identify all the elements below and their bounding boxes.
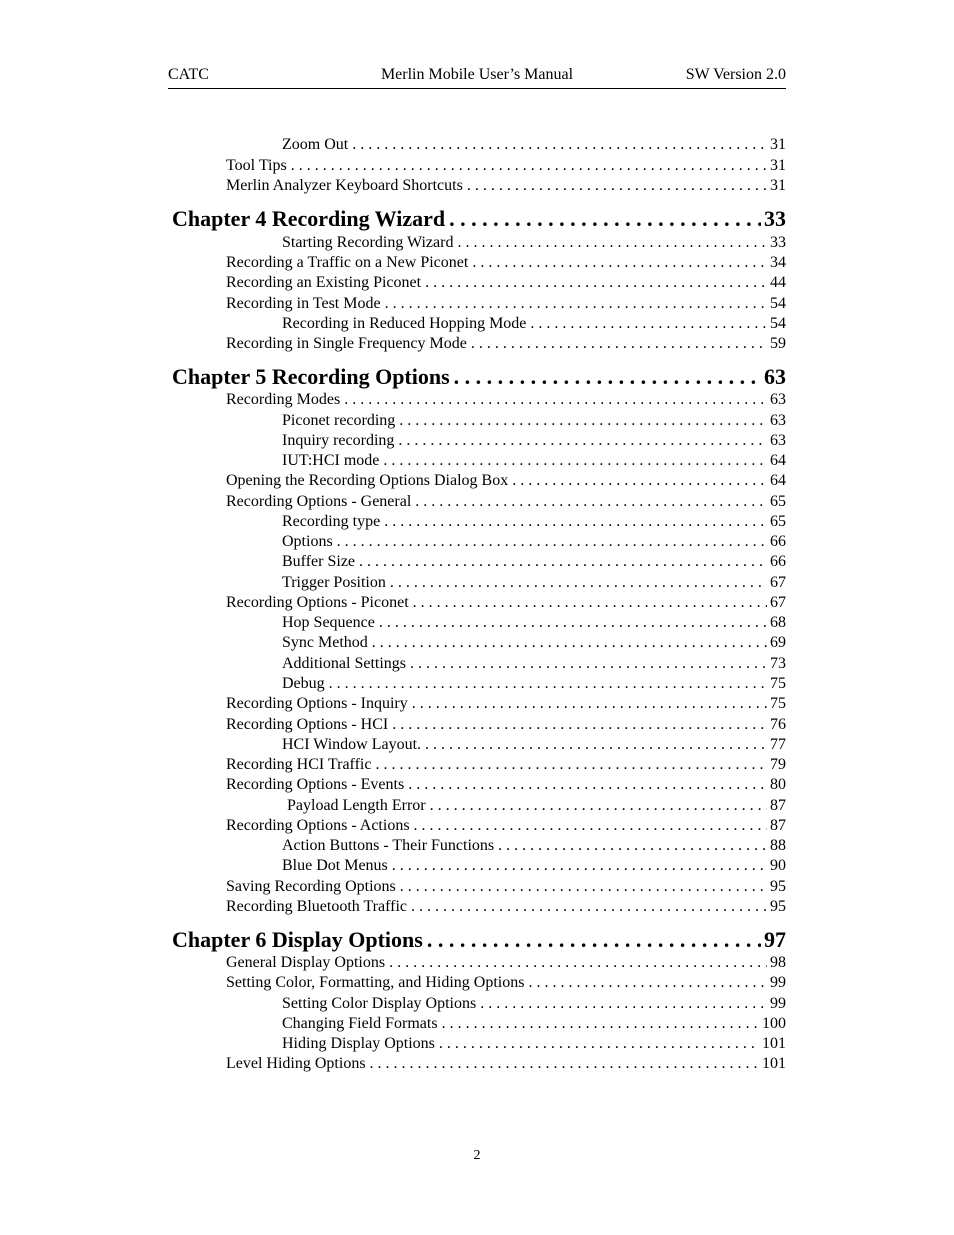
toc-entry[interactable] <box>282 614 786 632</box>
toc-dot-leader <box>398 432 767 450</box>
toc-entry[interactable] <box>282 995 786 1013</box>
toc-entry[interactable] <box>282 857 786 875</box>
toc-dot-leader <box>344 391 767 409</box>
toc-entry-page: 34 <box>770 254 786 271</box>
toc-dot-leader <box>530 315 767 333</box>
toc-entry-title: Payload Length Error <box>287 797 426 814</box>
toc-entry-page: 31 <box>770 177 786 194</box>
header-version: SW Version 2.0 <box>685 66 786 83</box>
toc-entry-title: Recording in Test Mode <box>226 295 381 312</box>
toc-entry[interactable] <box>282 675 786 693</box>
toc-dot-leader <box>410 655 767 673</box>
toc-entry[interactable] <box>282 634 786 652</box>
toc-entry[interactable] <box>226 177 786 195</box>
toc-entry-title: Blue Dot Menus <box>282 857 388 874</box>
toc-entry-page: 99 <box>770 995 786 1012</box>
toc-dot-leader <box>411 898 767 916</box>
toc-entry[interactable] <box>226 1055 786 1073</box>
toc-dot-leader <box>383 452 767 470</box>
toc-entry-page: 87 <box>770 797 786 814</box>
toc-entry-title: Recording Options - HCI <box>226 716 389 733</box>
toc-entry[interactable] <box>226 274 786 292</box>
toc-entry-title: Hop Sequence <box>282 614 375 631</box>
toc-entry[interactable] <box>282 1015 786 1033</box>
toc-dot-leader <box>467 177 767 195</box>
toc-entry-page: 63 <box>770 391 786 408</box>
toc-dot-leader <box>370 1055 759 1073</box>
toc-entry-page: 97 <box>764 927 786 952</box>
header-manual-title: Merlin Mobile User’s Manual <box>380 66 574 83</box>
toc-entry-page: 77 <box>770 736 786 753</box>
toc-entry-title: Buffer Size <box>282 553 356 570</box>
toc-entry[interactable] <box>226 817 786 835</box>
toc-dot-leader <box>389 954 767 972</box>
toc-entry-title: Additional Settings <box>282 655 406 672</box>
toc-entry-page: 76 <box>770 716 786 733</box>
toc-entry-page: 31 <box>770 157 786 174</box>
toc-entry-title: Recording Options - Piconet <box>226 594 409 611</box>
toc-entry-page: 54 <box>770 295 786 312</box>
toc-dot-leader <box>528 974 767 992</box>
toc-entry[interactable] <box>282 533 786 551</box>
toc-entry[interactable] <box>226 954 786 972</box>
toc-chapter-entry[interactable] <box>172 927 786 953</box>
toc-entry-page: 98 <box>770 954 786 971</box>
toc-dot-leader <box>472 254 767 272</box>
toc-entry-title: Setting Color Display Options <box>282 995 477 1012</box>
toc-chapter-entry[interactable] <box>172 364 786 390</box>
toc-entry-title: Level Hiding Options <box>226 1055 366 1072</box>
toc-entry[interactable] <box>282 412 786 430</box>
toc-entry[interactable] <box>226 391 786 409</box>
toc-dot-leader <box>454 364 761 390</box>
toc-entry-title: Recording in Single Frequency Mode <box>226 335 467 352</box>
toc-entry[interactable] <box>282 837 786 855</box>
toc-entry-page: 75 <box>770 675 786 692</box>
toc-dot-leader <box>449 206 761 232</box>
toc-entry-title: Recording HCI Traffic <box>226 756 372 773</box>
toc-dot-leader <box>399 412 767 430</box>
toc-entry-page: 87 <box>770 817 786 834</box>
toc-entry[interactable] <box>226 716 786 734</box>
toc-entry[interactable] <box>226 295 786 313</box>
toc-entry-page: 99 <box>770 974 786 991</box>
toc-dot-leader <box>359 553 767 571</box>
toc-dot-leader <box>291 157 767 175</box>
toc-entry-title: Chapter 4 Recording Wizard <box>172 206 446 231</box>
toc-entry[interactable] <box>282 736 786 754</box>
toc-dot-leader <box>425 736 767 754</box>
toc-entry-page: 101 <box>762 1035 786 1052</box>
toc-dot-leader <box>430 797 767 815</box>
toc-entry[interactable] <box>226 157 786 175</box>
toc-entry-page: 65 <box>770 493 786 510</box>
toc-entry-title: Inquiry recording <box>282 432 395 449</box>
toc-dot-leader <box>471 335 767 353</box>
toc-entry-title: Recording Options - Inquiry <box>226 695 408 712</box>
toc-entry-title: Merlin Analyzer Keyboard Shortcuts <box>226 177 463 194</box>
toc-entry-page: 79 <box>770 756 786 773</box>
toc-entry-title: Opening the Recording Options Dialog Box <box>226 472 509 489</box>
toc-entry[interactable] <box>287 797 786 815</box>
toc-dot-leader <box>392 857 767 875</box>
toc-dot-leader <box>414 817 767 835</box>
toc-entry-page: 63 <box>770 432 786 449</box>
toc-entry[interactable] <box>226 776 786 794</box>
toc-dot-leader <box>372 634 767 652</box>
toc-entry-page: 63 <box>764 364 786 389</box>
toc-dot-leader <box>352 136 767 154</box>
toc-entry-title: Trigger Position <box>282 574 386 591</box>
toc-entry[interactable] <box>282 315 786 333</box>
toc-entry-page: 63 <box>770 412 786 429</box>
toc-entry-title: Debug <box>282 675 325 692</box>
page-header <box>168 64 786 89</box>
toc-entry[interactable] <box>226 594 786 612</box>
toc-entry-title: Recording type <box>282 513 381 530</box>
toc-dot-leader <box>408 776 767 794</box>
toc-entry-page: 59 <box>770 335 786 352</box>
toc-entry-page: 65 <box>770 513 786 530</box>
toc-entry[interactable] <box>226 974 786 992</box>
page-number: 2 <box>473 1148 481 1163</box>
toc-entry[interactable] <box>226 254 786 272</box>
toc-entry-page: 95 <box>770 898 786 915</box>
toc-entry-page: 67 <box>770 594 786 611</box>
toc-entry-title: General Display Options <box>226 954 386 971</box>
toc-entry-page: 64 <box>770 452 786 469</box>
toc-entry-page: 88 <box>770 837 786 854</box>
toc-entry-page: 64 <box>770 472 786 489</box>
toc-dot-leader <box>427 927 761 953</box>
toc-dot-leader <box>337 533 767 551</box>
toc-entry-page: 80 <box>770 776 786 793</box>
toc-entry-title: Hiding Display Options <box>282 1035 435 1052</box>
toc-dot-leader <box>400 878 767 896</box>
toc-entry-title: Tool Tips <box>226 157 287 174</box>
toc-entry-title: Setting Color, Formatting, and Hiding Options <box>226 974 525 991</box>
toc-entry[interactable] <box>282 513 786 531</box>
toc-entry[interactable] <box>226 898 786 916</box>
toc-entry-page: 90 <box>770 857 786 874</box>
toc-dot-leader <box>413 594 767 612</box>
toc-entry-title: IUT:HCI mode <box>282 452 380 469</box>
toc-dot-leader <box>498 837 767 855</box>
toc-entry-page: 68 <box>770 614 786 631</box>
toc-dot-leader <box>512 472 767 490</box>
toc-entry[interactable] <box>282 136 786 154</box>
toc-dot-leader <box>379 614 767 632</box>
toc-entry[interactable] <box>282 574 786 592</box>
toc-entry-title: Changing Field Formats <box>282 1015 438 1032</box>
toc-entry[interactable] <box>282 655 786 673</box>
toc-dot-leader <box>385 295 767 313</box>
toc-entry[interactable] <box>226 472 786 490</box>
toc-entry-title: Saving Recording Options <box>226 878 396 895</box>
toc-entry-page: 100 <box>762 1015 786 1032</box>
header-company: CATC <box>168 66 209 83</box>
toc-entry-page: 31 <box>770 136 786 153</box>
toc-dot-leader <box>415 493 767 511</box>
toc-entry-title: Piconet recording <box>282 412 396 429</box>
toc-chapter-entry[interactable] <box>172 206 786 232</box>
toc-entry[interactable] <box>282 234 786 252</box>
toc-dot-leader <box>384 513 767 531</box>
toc-entry[interactable] <box>226 878 786 896</box>
toc-entry-page: 66 <box>770 533 786 550</box>
toc-entry[interactable] <box>226 335 786 353</box>
toc-dot-leader <box>480 995 767 1013</box>
toc-entry-title: Recording Modes <box>226 391 341 408</box>
toc-entry-page: 54 <box>770 315 786 332</box>
toc-dot-leader <box>329 675 767 693</box>
toc-entry-page: 66 <box>770 553 786 570</box>
toc-entry-title: Recording Options - Actions <box>226 817 410 834</box>
toc-dot-leader <box>375 756 767 774</box>
toc-entry-page: 33 <box>764 206 786 231</box>
toc-entry-title: Recording Options - Events <box>226 776 405 793</box>
toc-entry-title: Sync Method <box>282 634 368 651</box>
toc-entry-page: 44 <box>770 274 786 291</box>
toc-entry-page: 33 <box>770 234 786 251</box>
toc-entry[interactable] <box>226 756 786 774</box>
toc-entry-page: 95 <box>770 878 786 895</box>
toc-dot-leader <box>412 695 767 713</box>
toc-entry-title: Zoom Out <box>282 136 349 153</box>
toc-entry[interactable] <box>282 452 786 470</box>
toc-dot-leader <box>390 574 767 592</box>
toc-dot-leader <box>457 234 767 252</box>
toc-entry-title: HCI Window Layout. <box>282 736 422 753</box>
toc-entry-title: Chapter 5 Recording Options <box>172 364 450 389</box>
toc-entry-page: 75 <box>770 695 786 712</box>
toc-dot-leader <box>442 1015 759 1033</box>
toc-entry-title: Recording Options - General <box>226 493 412 510</box>
toc-entry[interactable] <box>282 1035 786 1053</box>
toc-dot-leader <box>439 1035 759 1053</box>
toc-entry-page: 67 <box>770 574 786 591</box>
toc-entry[interactable] <box>282 553 786 571</box>
toc-entry[interactable] <box>226 695 786 713</box>
toc-entry[interactable] <box>282 432 786 450</box>
toc-entry-title: Recording a Traffic on a New Piconet <box>226 254 469 271</box>
toc-entry-title: Recording an Existing Piconet <box>226 274 422 291</box>
toc-entry-title: Options <box>282 533 333 550</box>
toc-entry-title: Action Buttons - Their Functions <box>282 837 495 854</box>
toc-entry-title: Recording in Reduced Hopping Mode <box>282 315 527 332</box>
toc-entry-title: Chapter 6 Display Options <box>172 927 423 952</box>
toc-dot-leader <box>425 274 767 292</box>
toc-entry-title: Recording Bluetooth Traffic <box>226 898 408 915</box>
toc-entry-title: Starting Recording Wizard <box>282 234 454 251</box>
toc-entry[interactable] <box>226 493 786 511</box>
toc-entry-page: 101 <box>762 1055 786 1072</box>
toc-dot-leader <box>392 716 767 734</box>
toc-entry-page: 69 <box>770 634 786 651</box>
toc-entry-page: 73 <box>770 655 786 672</box>
